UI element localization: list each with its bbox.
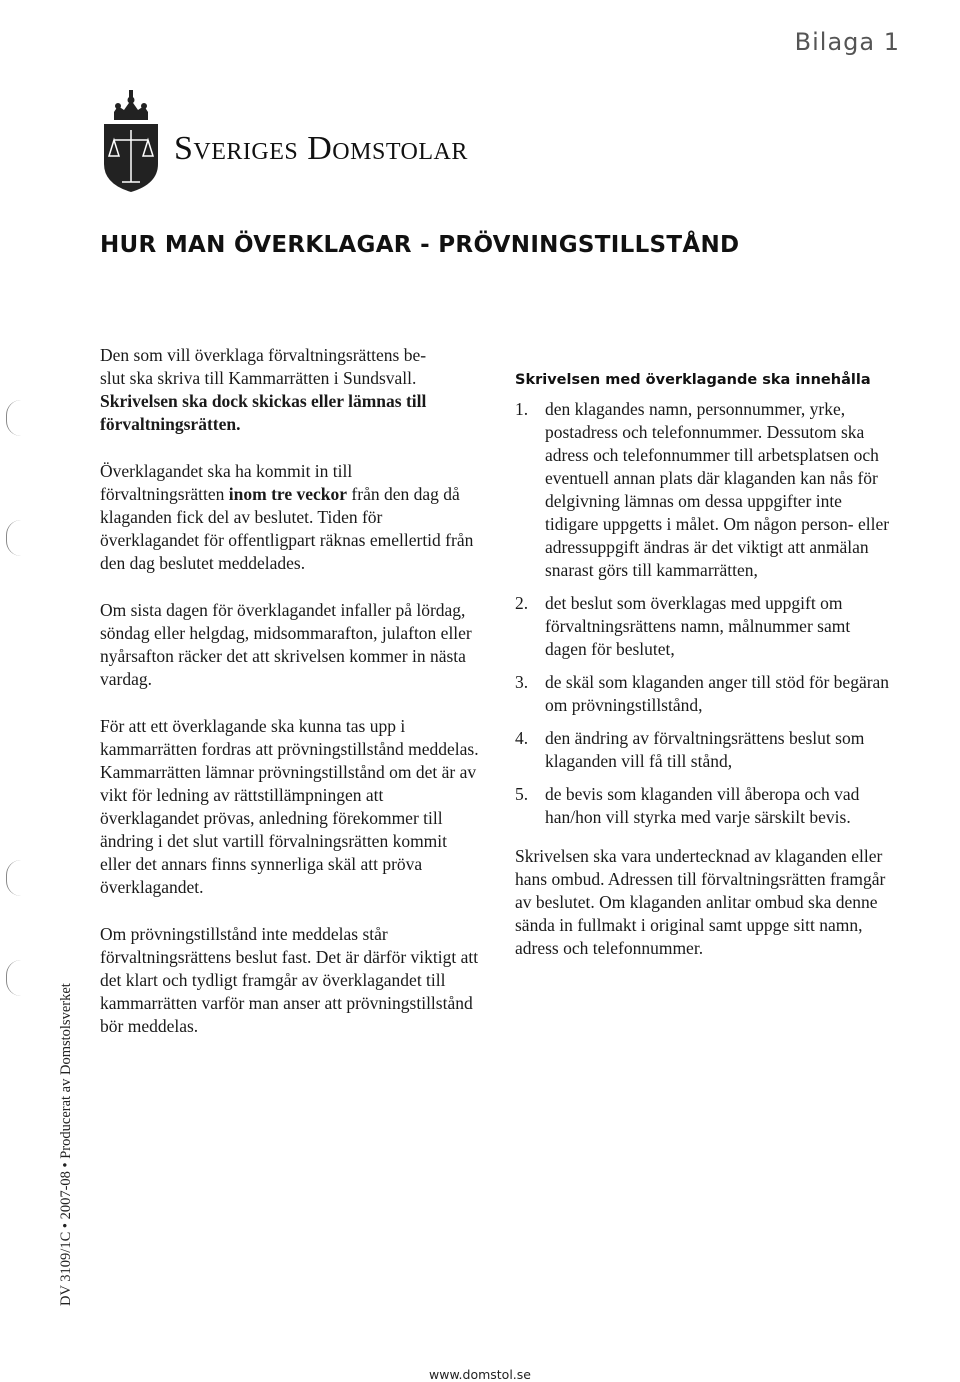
document-reference-note: DV 3109/1C • 2007-08 • Producerat av Domstolsverket (58, 983, 74, 1306)
paragraph-intro-line2: slut ska skriva till Kammarrätten i Sundsvall. (100, 368, 417, 388)
requirements-list (515, 398, 895, 829)
list-item: 3. de skäl som klaganden anger till stöd för begäran om prövningstillstånd, (515, 672, 890, 715)
punch-hole-mark (6, 860, 21, 896)
requirements-heading: Skrivelsen med överklagande ska innehålla (515, 372, 871, 388)
list-item: 5. de bevis som klaganden vill åberopa och vad han/hon vill styrka med varje särskilt bevis. (515, 784, 860, 827)
paragraph-signature-requirement: Skrivelsen ska vara undertecknad av klaganden eller hans ombud. Adressen till förvaltningsrätten framgår av beslutet. Om klaganden anlitar ombud ska denne sända in fullmakt i original samt uppge sitt namn, adress och telefonnummer. (515, 846, 886, 958)
right-column (515, 369, 895, 960)
punch-hole-mark (6, 520, 21, 556)
punch-hole-mark (6, 400, 21, 436)
annex-label: Bilaga 1 (794, 28, 900, 56)
left-column (100, 344, 480, 1062)
paragraph-deadline: Överklagandet ska ha kommit in till förvaltningsrätten inom tre veckor från den dag då klaganden fick del av beslutet. Tiden för överklagandet för offentligpart räknas emellertid från den dag beslutet meddelades. (100, 461, 474, 573)
punch-hole-mark (6, 960, 21, 996)
organization-name: Sveriges Domstolar (174, 130, 468, 167)
paragraph-decision-stands: Om prövningstillstånd inte meddelas står förvaltningsrättens beslut fast. Det är därför viktigt att det klart och tydligt framgår av överklagandet till kammarrätten varför man anser att prövningstillstånd bör meddelas. (100, 924, 479, 1036)
paragraph-leave-to-appeal: För att ett överklagande ska kunna tas upp i kammarrätten fordras att prövningstillstånd meddelas. Kammarrätten lämnar prövningstillstånd om det är av vikt för ledning av rättstillämpningen att överklagandet prövas, anledning förekommer till ändring i det slut vartill förvalningsrätten kommit eller det annars finns synnerliga skäl att pröva överklagandet. (100, 716, 479, 897)
paragraph-holiday-rule: Om sista dagen för överklagandet infaller på lördag, söndag eller helgdag, midsommarafton, julafton eller nyårsafton räcker det att skrivelsen kommer in nästa vardag. (100, 600, 472, 689)
paragraph-intro-line1: Den som vill överklaga förvaltningsrättens be- (100, 345, 427, 365)
footer-url: www.domstol.se (429, 1367, 531, 1382)
list-item: 4. den ändring av förvaltningsrättens beslut som klaganden vill få till stånd, (515, 728, 865, 771)
document-title: HUR MAN ÖVERKLAGAR - PRÖVNINGSTILLSTÅND (100, 232, 740, 258)
list-item: 2. det beslut som överklagas med uppgift om förvaltningsrättens namn, målnummer samt dagen för beslutet, (515, 593, 851, 659)
paragraph-intro-bold: Skrivelsen ska dock skickas eller lämnas till förvaltningsrätten. (100, 391, 427, 434)
court-emblem-logo (100, 86, 162, 196)
list-item: 1. den klagandes namn, personnummer, yrke, postadress och telefonnummer. Dessutom ska adress och telefonnummer till arbetsplatsen och eventuell annan plats där klaganden kan nås för delgivning lämnas om dessa uppgifter inte tidigare uppgetts i målet. Om någon person- eller adressuppgift ändras är det viktigt att anmälan snarast görs till kammarrätten, (515, 399, 890, 580)
